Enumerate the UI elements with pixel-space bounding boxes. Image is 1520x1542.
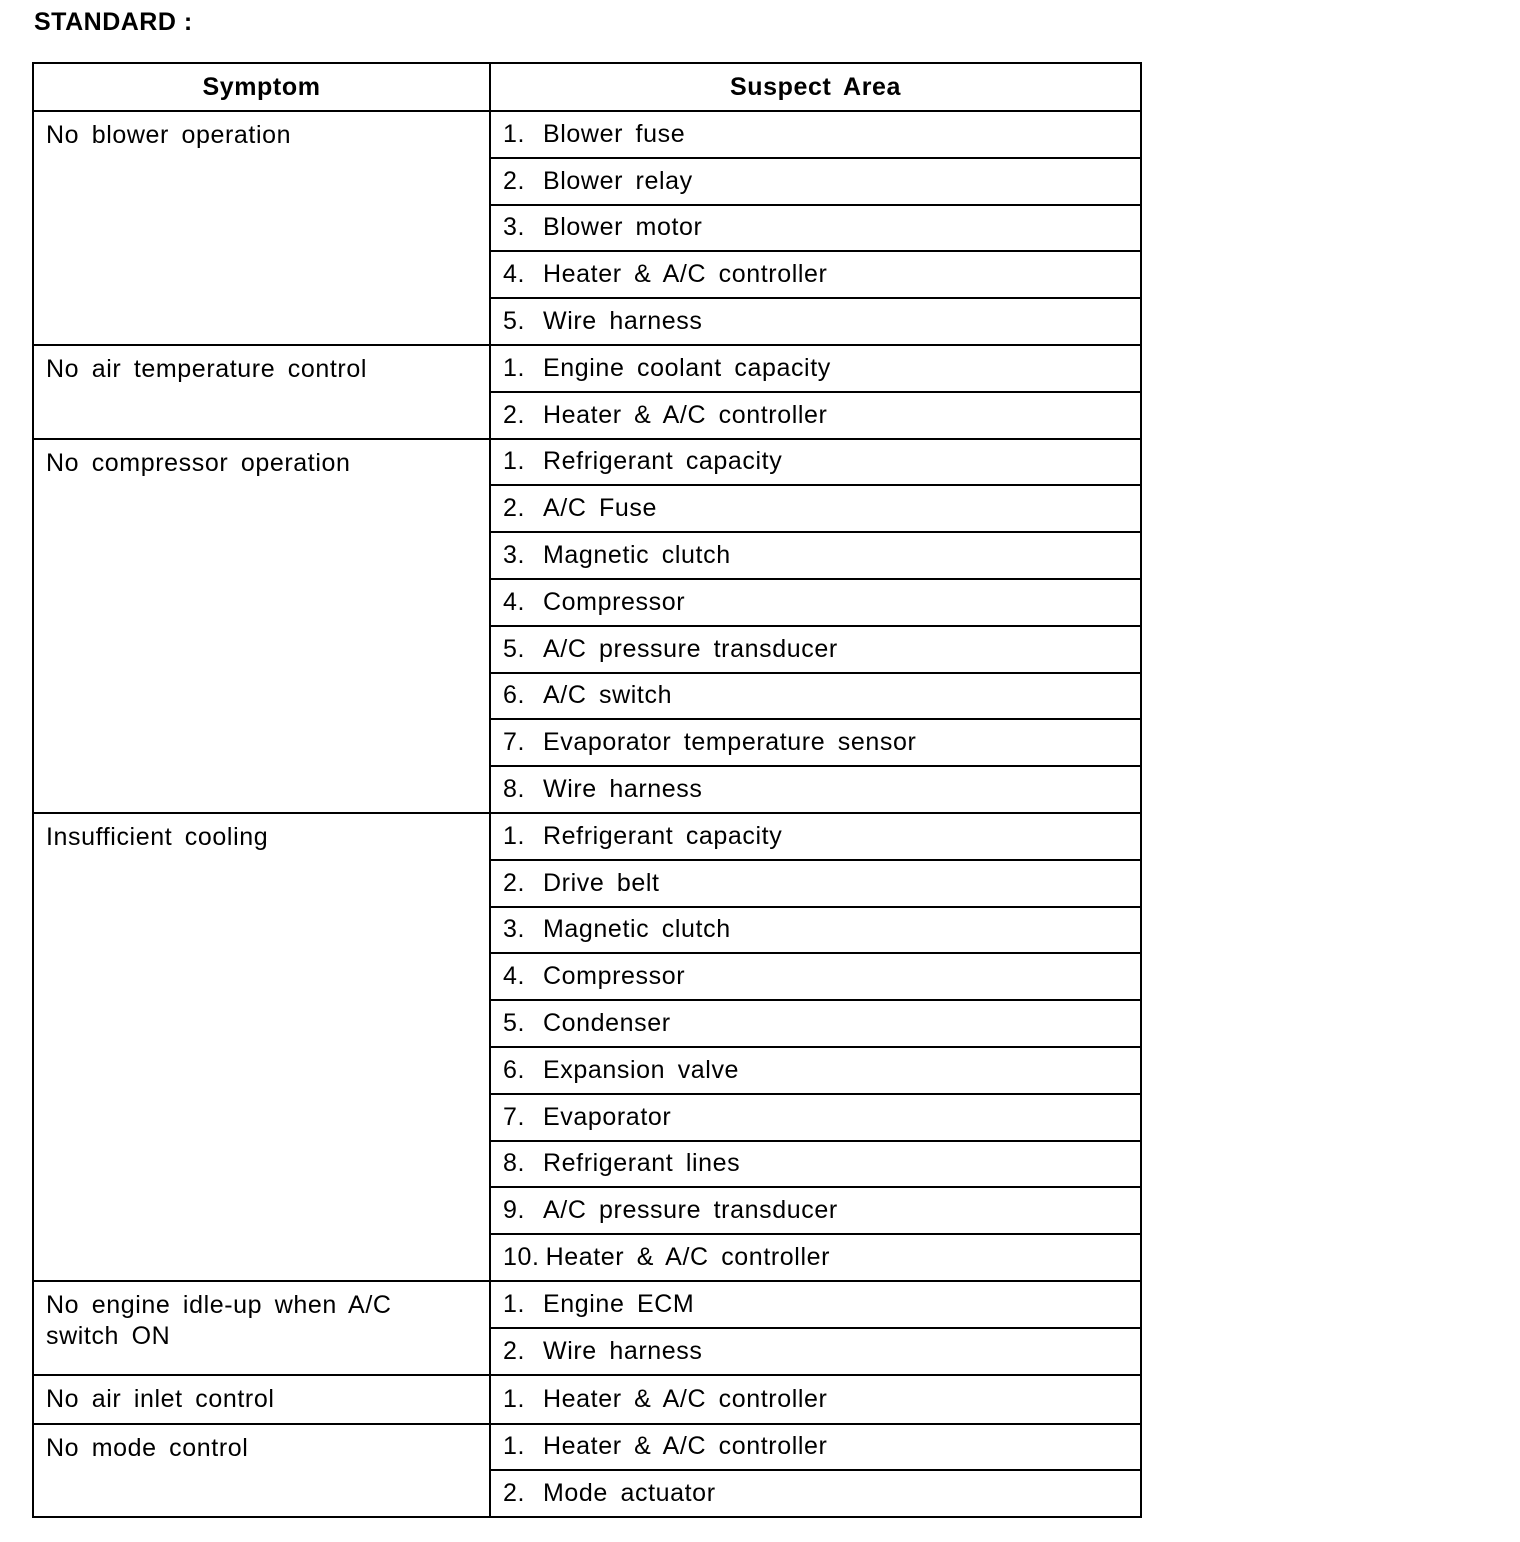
suspect-area-text: Compressor [543, 587, 686, 616]
suspect-area-text: Engine coolant capacity [543, 353, 831, 382]
table-row [33, 439, 1141, 486]
suspect-area-text: Heater & A/C controller [545, 1243, 831, 1272]
suspect-area-number: 2. [503, 166, 526, 195]
suspect-area-cell [490, 719, 1141, 766]
suspect-area-cell [490, 1187, 1141, 1234]
suspect-area-number: 5. [503, 1009, 526, 1038]
table-row [33, 1281, 1141, 1328]
troubleshooting-table [32, 62, 1142, 1518]
suspect-area-text: Refrigerant capacity [543, 821, 783, 850]
suspect-area-cell [490, 813, 1141, 860]
suspect-area-cell [490, 439, 1141, 486]
suspect-area-number: 1. [503, 353, 526, 382]
page-heading: STANDARD : [34, 8, 193, 36]
suspect-area-number: 1. [503, 119, 526, 148]
suspect-area-number: 1. [503, 447, 526, 476]
suspect-area-cell [490, 1375, 1141, 1424]
symptom-cell: No air inlet control [33, 1375, 490, 1424]
suspect-area-number: 7. [503, 1102, 526, 1131]
suspect-area-cell [490, 485, 1141, 532]
table-body [33, 111, 1141, 1517]
suspect-area-text: A/C Fuse [543, 494, 657, 523]
suspect-area-cell [490, 953, 1141, 1000]
symptom-cell: Insufficient cooling [33, 813, 490, 1281]
suspect-area-number: 8. [503, 775, 526, 804]
suspect-area-cell [490, 860, 1141, 907]
suspect-area-cell [490, 766, 1141, 813]
suspect-area-number: 1. [503, 1384, 526, 1413]
suspect-area-number: 3. [503, 213, 526, 242]
suspect-area-cell [490, 673, 1141, 720]
suspect-area-number: 8. [503, 1149, 526, 1178]
suspect-area-number: 4. [503, 587, 526, 616]
symptom-cell: No blower operation [33, 111, 490, 345]
suspect-area-cell [490, 1281, 1141, 1328]
suspect-area-text: Blower relay [543, 166, 693, 195]
suspect-area-number: 9. [503, 1196, 526, 1225]
suspect-area-number: 2. [503, 1479, 526, 1508]
suspect-area-number: 5. [503, 634, 526, 663]
suspect-area-number: 1. [503, 821, 526, 850]
suspect-area-cell [490, 1000, 1141, 1047]
column-header-symptom: Symptom [33, 63, 490, 111]
suspect-area-cell [490, 1424, 1141, 1471]
suspect-area-cell [490, 345, 1141, 392]
suspect-area-number: 3. [503, 915, 526, 944]
suspect-area-cell [490, 579, 1141, 626]
suspect-area-text: Heater & A/C controller [543, 1432, 828, 1461]
table-row [33, 1375, 1141, 1424]
suspect-area-text: Blower fuse [543, 119, 686, 148]
suspect-area-cell [490, 251, 1141, 298]
table-row [33, 1424, 1141, 1471]
suspect-area-number: 7. [503, 728, 526, 757]
suspect-area-number: 4. [503, 260, 526, 289]
table-row [33, 813, 1141, 860]
suspect-area-cell [490, 205, 1141, 252]
symptom-cell: No mode control [33, 1424, 490, 1518]
suspect-area-cell [490, 626, 1141, 673]
suspect-area-text: Heater & A/C controller [543, 1384, 828, 1413]
suspect-area-number: 2. [503, 868, 526, 897]
suspect-area-cell [490, 1141, 1141, 1188]
suspect-area-cell [490, 907, 1141, 954]
table-row [33, 111, 1141, 158]
suspect-area-number: 6. [503, 1055, 526, 1084]
suspect-area-cell [490, 158, 1141, 205]
suspect-area-cell [490, 1047, 1141, 1094]
suspect-area-cell [490, 532, 1141, 579]
suspect-area-text: Wire harness [543, 1336, 703, 1365]
suspect-area-number: 1. [503, 1289, 526, 1318]
suspect-area-text: Condenser [543, 1009, 671, 1038]
suspect-area-text: Wire harness [543, 307, 703, 336]
suspect-area-cell [490, 1470, 1141, 1517]
suspect-area-cell [490, 1234, 1141, 1281]
suspect-area-text: Refrigerant lines [543, 1149, 741, 1178]
suspect-area-cell [490, 1328, 1141, 1375]
symptom-cell: No air temperature control [33, 345, 490, 439]
suspect-area-text: Magnetic clutch [543, 541, 731, 570]
suspect-area-text: A/C pressure transducer [543, 1196, 838, 1225]
column-header-suspect-area: Suspect Area [490, 63, 1141, 111]
suspect-area-cell [490, 392, 1141, 439]
suspect-area-cell [490, 111, 1141, 158]
suspect-area-number: 2. [503, 400, 526, 429]
suspect-area-text: Evaporator [543, 1102, 672, 1131]
suspect-area-text: A/C pressure transducer [543, 634, 838, 663]
suspect-area-text: Compressor [543, 962, 686, 991]
suspect-area-text: Refrigerant capacity [543, 447, 783, 476]
suspect-area-text: Engine ECM [543, 1289, 695, 1318]
suspect-area-number: 3. [503, 541, 526, 570]
suspect-area-text: Drive belt [543, 868, 660, 897]
symptom-cell: No compressor operation [33, 439, 490, 813]
suspect-area-cell [490, 1094, 1141, 1141]
suspect-area-number: 1. [503, 1432, 526, 1461]
suspect-area-text: Expansion valve [543, 1055, 740, 1084]
suspect-area-text: Mode actuator [543, 1479, 716, 1508]
symptom-cell: No engine idle-up when A/C switch ON [33, 1281, 490, 1375]
suspect-area-text: Wire harness [543, 775, 703, 804]
suspect-area-number: 2. [503, 494, 526, 523]
suspect-area-number: 4. [503, 962, 526, 991]
suspect-area-text: A/C switch [543, 681, 673, 710]
suspect-area-number: 10. [503, 1243, 540, 1272]
table-row [33, 345, 1141, 392]
suspect-area-text: Magnetic clutch [543, 915, 731, 944]
suspect-area-number: 5. [503, 307, 526, 336]
suspect-area-text: Blower motor [543, 213, 703, 242]
suspect-area-text: Heater & A/C controller [543, 260, 828, 289]
suspect-area-text: Heater & A/C controller [543, 400, 828, 429]
suspect-area-number: 6. [503, 681, 526, 710]
suspect-area-number: 2. [503, 1336, 526, 1365]
suspect-area-text: Evaporator temperature sensor [543, 728, 917, 757]
table-header-row [33, 63, 1141, 111]
suspect-area-cell [490, 298, 1141, 345]
